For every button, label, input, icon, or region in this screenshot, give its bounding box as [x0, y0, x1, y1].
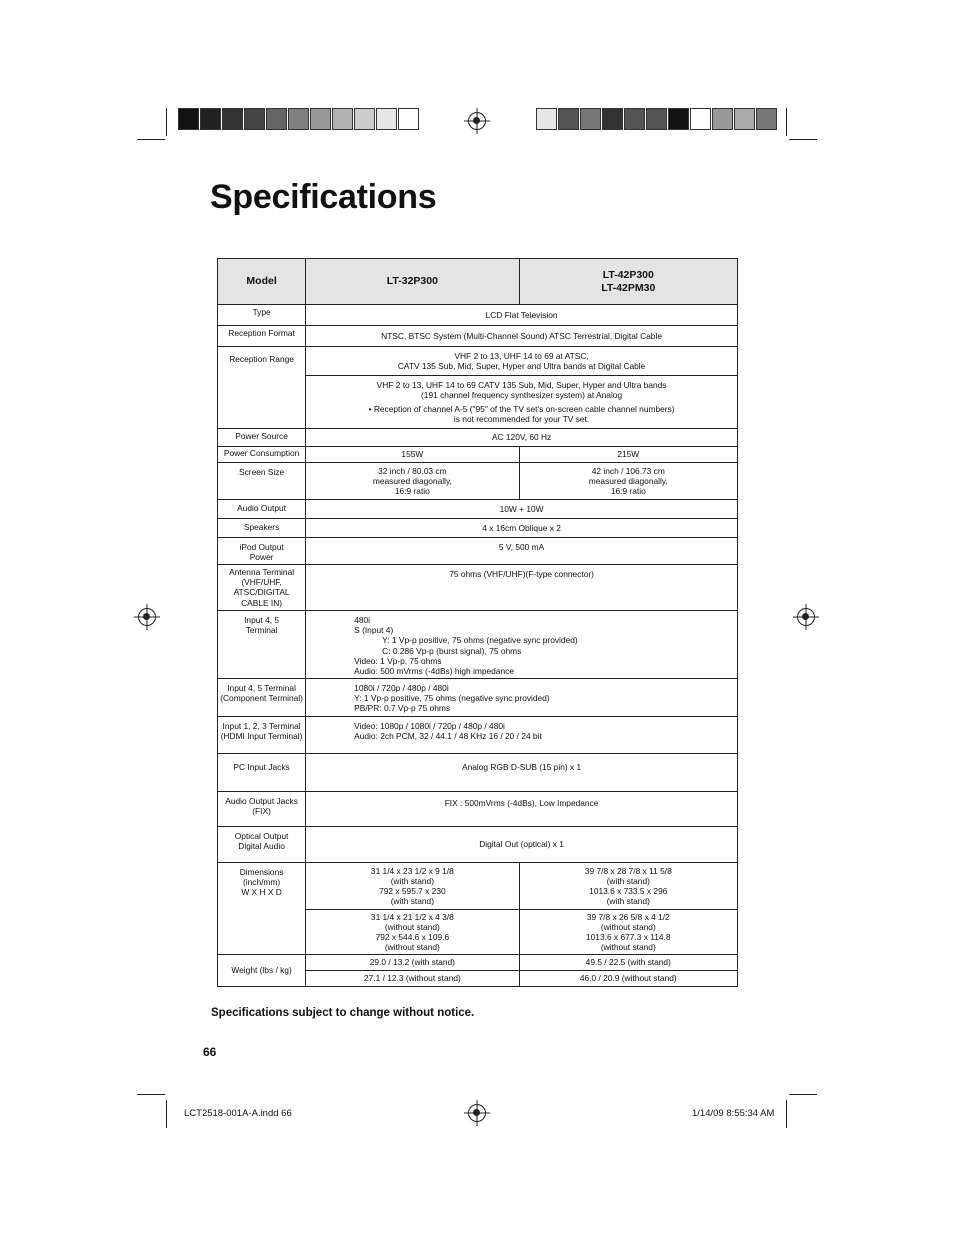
antenna-label — [218, 565, 306, 611]
text-line: Input 4, 5 Terminal — [227, 683, 296, 693]
text-line: 792 x 595.7 x 230 — [379, 886, 446, 896]
text-line: 39 7/8 x 26 5/8 x 4 1/2 — [586, 911, 670, 922]
footnote: Specifications subject to change without notice. — [211, 1007, 475, 1019]
table-row — [218, 305, 738, 326]
color-swatch — [200, 108, 221, 130]
table-row — [218, 347, 738, 376]
text-line: Power — [249, 552, 274, 563]
text-line: (with stand) — [390, 896, 434, 907]
text-line: (VHF/UHF, — [241, 577, 282, 588]
power-consumption-col2: 215W — [519, 447, 737, 463]
date-slug: 1/14/09 8:55:34 AM — [692, 1108, 775, 1119]
registration-mark-icon — [468, 112, 486, 130]
color-swatch — [624, 108, 645, 130]
text-line: (with stand) — [606, 896, 650, 907]
weight-with-col1: 29.0 / 13.2 (with stand) — [306, 955, 519, 971]
color-swatch — [310, 108, 331, 130]
ipod-output-label — [218, 538, 306, 565]
color-swatch — [646, 108, 667, 130]
reception-format-label: Reception Format — [218, 326, 306, 347]
audio-output-value: 10W + 10W — [306, 500, 738, 519]
power-consumption-label: Power Consumption — [218, 447, 306, 463]
antenna-value: 75 ohms (VHF/UHF)(F-type connector) — [306, 565, 738, 611]
color-swatch — [376, 108, 397, 130]
page-title: Specifications — [210, 178, 437, 216]
text-line: (with stand) — [390, 875, 434, 886]
text-line: (191 channel frequency synthesizer system) at Analog — [421, 390, 623, 401]
crop-mark — [137, 1094, 165, 1095]
text-line: CATV 135 Sub, Mid, Super, Hyper and Ultra bands at Digital Cable — [397, 361, 646, 371]
color-swatch — [222, 108, 243, 130]
reception-format-value: NTSC, BTSC System (Multi-Channel Sound) ATSC Terrestrial, Digital Cable — [306, 326, 738, 347]
color-swatch — [602, 108, 623, 130]
input123-hdmi-label — [218, 717, 306, 754]
text-line: Y: 1 Vp-p positive, 75 ohms (negative sync provided) — [354, 693, 550, 704]
color-bar-right — [536, 108, 778, 130]
text-line: 31 1/4 x 21 1/2 x 4 3/8 — [370, 911, 454, 922]
text-line: 39 7/8 x 28 7/8 x 11 5/8 — [584, 865, 672, 876]
crop-mark — [166, 1100, 167, 1128]
reception-range-label: Reception Range — [218, 347, 306, 429]
dimensions-without-stand-col2 — [519, 910, 737, 955]
audio-output-jacks-value: FIX : 500mVrms (-4dBs), Low Impedance — [306, 792, 738, 827]
text-line: (without stand) — [384, 921, 440, 932]
type-label: Type — [218, 305, 306, 326]
text-line: Video: 1080p / 1080i / 720p / 480p / 480i — [354, 721, 505, 731]
table-row — [218, 326, 738, 347]
text-line: iPod Output — [239, 542, 284, 552]
text-line: Optical Output — [234, 831, 289, 841]
text-line: 1080i / 720p / 480p / 480i — [354, 683, 449, 693]
screen-size-label: Screen Size — [218, 463, 306, 500]
model-col2-line1: LT-42P300 — [602, 268, 654, 281]
table-row — [218, 863, 738, 910]
table-row — [218, 955, 738, 971]
color-swatch — [354, 108, 375, 130]
color-swatch — [756, 108, 777, 130]
weight-without-col2: 46.0 / 20.9 (without stand) — [519, 971, 737, 987]
screen-size-col1 — [306, 463, 519, 500]
text-line: is not recommended for your TV set. — [453, 413, 590, 424]
power-consumption-col1: 155W — [306, 447, 519, 463]
text-line: (HDMI Input Terminal) — [220, 731, 303, 742]
color-swatch — [332, 108, 353, 130]
dimensions-with-stand-col2 — [519, 863, 737, 910]
optical-value: Digital Out (optical) x 1 — [306, 827, 738, 863]
color-swatch — [398, 108, 419, 130]
power-source-value: AC 120V, 60 Hz — [306, 429, 738, 447]
text-line: (without stand) — [600, 921, 656, 932]
text-line: 1013.6 x 733.5 x 296 — [589, 886, 668, 896]
table-row — [218, 565, 738, 611]
audio-output-label: Audio Output — [218, 500, 306, 519]
color-swatch — [668, 108, 689, 130]
text-line: Audio: 500 mVrms (-4dBs) high impedance — [354, 666, 514, 677]
reception-range-analog — [306, 376, 738, 429]
text-line: 16:9 ratio — [610, 486, 646, 497]
table-row — [218, 500, 738, 519]
text-line: measured diagonally, — [372, 475, 452, 486]
table-row — [218, 538, 738, 565]
text-line: Input 4, 5 — [244, 615, 280, 625]
file-slug: LCT2518-001A-A.indd 66 — [184, 1108, 292, 1119]
table-row — [218, 611, 738, 679]
table-row — [218, 259, 738, 305]
crop-mark — [789, 1094, 817, 1095]
text-line: Video: 1 Vp-p, 75 ohms — [354, 655, 442, 666]
text-line: VHF 2 to 13, UHF 14 to 69 at ATSC, — [454, 350, 589, 361]
reception-range-digital — [306, 347, 738, 376]
color-swatch — [178, 108, 199, 130]
color-swatch — [244, 108, 265, 130]
text-line: • Reception of channel A-5 ("95" of the TV set's on-screen cable channel numbers) — [368, 403, 675, 414]
color-swatch — [580, 108, 601, 130]
text-line: Y: 1 Vp-p positive, 75 ohms (negative sync provided) — [382, 635, 578, 646]
text-line: 42 inch / 106.73 cm — [591, 465, 665, 476]
crop-mark — [166, 108, 167, 136]
color-swatch — [712, 108, 733, 130]
dimensions-with-stand-col1 — [306, 863, 519, 910]
input45-component-value — [306, 679, 738, 717]
registration-mark-icon — [797, 608, 815, 626]
registration-mark-icon — [138, 608, 156, 626]
text-line: VHF 2 to 13, UHF 14 to 69 CATV 135 Sub, Mid, Super, Hyper and Ultra bands — [376, 380, 667, 391]
crop-mark — [786, 1100, 787, 1128]
weight-with-col2: 49.5 / 22.5 (with stand) — [519, 955, 737, 971]
pc-input-value: Analog RGB D-SUB (15 pin) x 1 — [306, 754, 738, 792]
text-line: 32 inch / 80.03 cm — [378, 465, 447, 476]
speakers-value: 4 x 16cm Oblique x 2 — [306, 519, 738, 538]
text-line: Digital Audio — [238, 841, 285, 852]
color-swatch — [734, 108, 755, 130]
text-line: Antenna Terminal — [229, 567, 295, 577]
model-header: Model — [218, 259, 306, 305]
color-bar-left — [178, 108, 420, 130]
text-line: Audio: 2ch PCM, 32 / 44.1 / 48 KHz 16 / 20 / 24 bit — [354, 731, 542, 742]
input123-hdmi-value — [306, 717, 738, 754]
table-row — [218, 754, 738, 792]
text-line: 1013.6 x 677.3 x 114.8 — [585, 932, 671, 942]
text-line: C: 0.286 Vp-p (burst signal), 75 ohms — [382, 645, 522, 656]
specifications-table — [217, 258, 738, 987]
color-swatch — [690, 108, 711, 130]
dimensions-without-stand-col1 — [306, 910, 519, 955]
weight-without-col1: 27.1 / 12.3 (without stand) — [306, 971, 519, 987]
optical-label — [218, 827, 306, 863]
crop-mark — [137, 139, 165, 140]
text-line: (with stand) — [606, 875, 650, 886]
table-row — [218, 717, 738, 754]
type-value: LCD Flat Television — [306, 305, 738, 326]
table-row — [218, 447, 738, 463]
model-col2 — [519, 259, 737, 305]
input45-label — [218, 611, 306, 679]
table-row — [218, 679, 738, 717]
color-swatch — [558, 108, 579, 130]
text-line: (Component Terminal) — [220, 693, 303, 704]
text-line: 16:9 ratio — [394, 486, 430, 497]
text-line: Dimensions (inch/mm) — [239, 867, 284, 888]
text-line: 792 x 544.6 x 109.6 — [375, 932, 450, 942]
speakers-label: Speakers — [218, 519, 306, 538]
audio-output-jacks-label — [218, 792, 306, 827]
model-col2-line2: LT-42PM30 — [601, 281, 656, 294]
text-line: 480i — [354, 615, 370, 625]
text-line: PB/PR: 0.7 Vp-p 75 ohms — [354, 703, 451, 714]
text-line: (without stand) — [384, 942, 440, 953]
text-line: 31 1/4 x 23 1/2 x 9 1/8 — [370, 865, 454, 876]
pc-input-label: PC Input Jacks — [218, 754, 306, 792]
screen-size-col2 — [519, 463, 737, 500]
input45-component-label — [218, 679, 306, 717]
text-line: (without stand) — [600, 942, 656, 953]
weight-label: Weight (lbs / kg) — [218, 955, 306, 987]
table-row — [218, 429, 738, 447]
text-line: Terminal — [245, 625, 278, 636]
power-source-label: Power Source — [218, 429, 306, 447]
text-line: Audio Output Jacks — [225, 796, 298, 806]
table-row — [218, 519, 738, 538]
text-line: CABLE IN) — [241, 597, 283, 608]
text-line: S (Input 4) — [354, 625, 394, 636]
table-row — [218, 792, 738, 827]
input45-value — [306, 611, 738, 679]
page-number: 66 — [203, 1045, 217, 1059]
registration-mark-icon — [468, 1104, 486, 1122]
text-line: Input 1, 2, 3 Terminal — [222, 721, 301, 731]
color-swatch — [288, 108, 309, 130]
model-col1: LT-32P300 — [306, 259, 519, 305]
crop-mark — [789, 139, 817, 140]
text-line: (FIX) — [252, 806, 271, 817]
text-line: measured diagonally, — [588, 475, 668, 486]
ipod-output-value: 5 V, 500 mA — [306, 538, 738, 565]
crop-mark — [786, 108, 787, 136]
table-row — [218, 827, 738, 863]
dimensions-label — [218, 863, 306, 955]
color-swatch — [536, 108, 557, 130]
color-swatch — [266, 108, 287, 130]
text-line: ATSC/DIGITAL — [233, 587, 290, 598]
table-row — [218, 463, 738, 500]
text-line: W X H X D — [241, 887, 282, 898]
